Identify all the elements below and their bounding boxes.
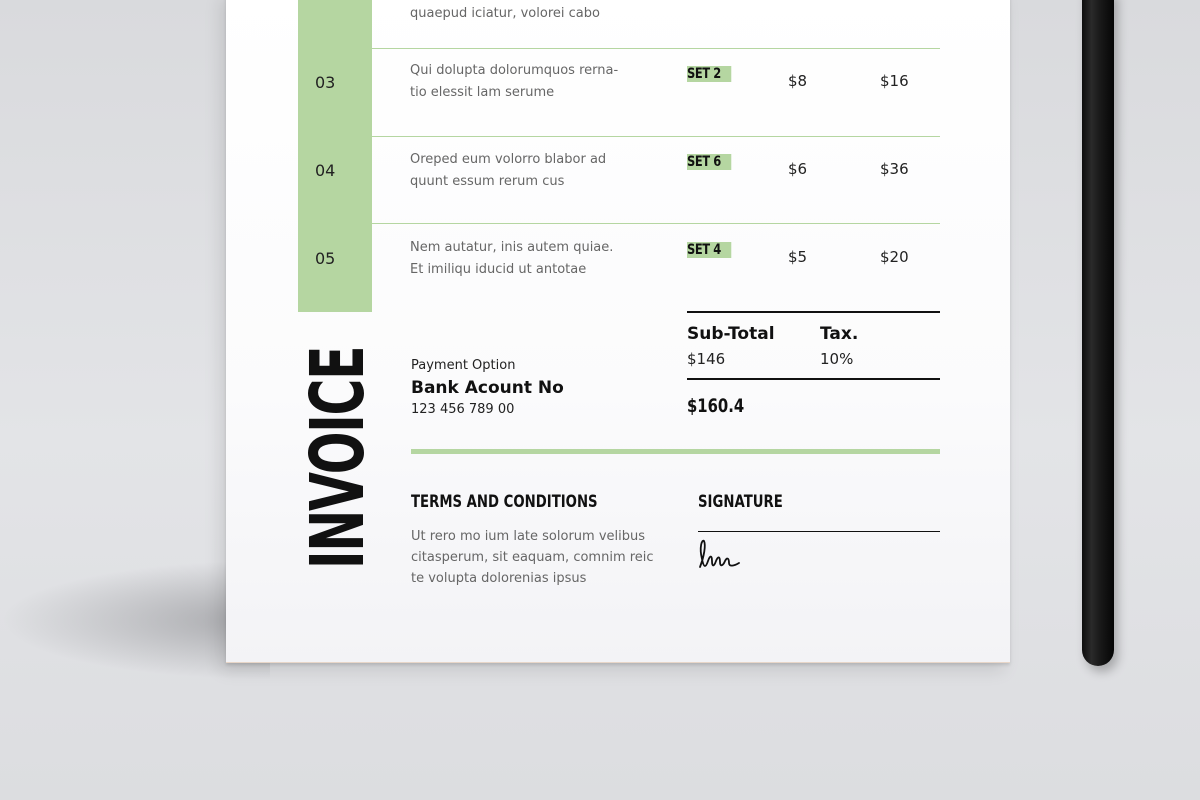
summary-top-rule xyxy=(687,311,940,313)
section-divider xyxy=(411,449,940,454)
terms-title: TERMS AND CONDITIONS xyxy=(411,492,598,512)
payment-option-label: Payment Option xyxy=(411,358,516,373)
handwritten-signature xyxy=(696,537,742,573)
item-number: 03 xyxy=(315,73,336,92)
bank-account-label: Bank Acount No xyxy=(411,378,564,398)
item-description-line1: Qui dolupta dolorumquos rerna- xyxy=(410,63,619,78)
signature-title: SIGNATURE xyxy=(698,492,783,512)
item-description-line2: quaepud iciatur, volorei cabo xyxy=(410,6,600,21)
tax-value: 10% xyxy=(820,350,854,368)
table-row xyxy=(298,60,940,148)
row-divider xyxy=(372,136,940,137)
item-description xyxy=(410,237,650,281)
bank-account-number: 123 456 789 00 xyxy=(411,402,515,417)
subtotal-value: $146 xyxy=(687,350,726,368)
item-number: 04 xyxy=(315,161,336,180)
item-number: 05 xyxy=(315,249,336,268)
item-description-line1: Oreped eum volorro blabor ad xyxy=(410,152,607,167)
item-set-badge: SET 4 xyxy=(687,242,731,258)
invoice-title xyxy=(295,318,381,598)
terms-text xyxy=(411,526,671,589)
tax-label: Tax. xyxy=(820,324,859,344)
signature-line xyxy=(698,531,940,532)
item-description-line2: tio elessit lam serume xyxy=(410,85,555,100)
item-description xyxy=(410,60,650,104)
terms-line: te volupta dolorenias ipsus xyxy=(411,571,587,586)
invoice-page xyxy=(226,0,1010,663)
terms-line: citasperum, sit eaquam, comnim reic xyxy=(411,550,654,565)
item-set-badge: SET 2 xyxy=(687,66,731,82)
item-description-line2: Et imiliqu iducid ut antotae xyxy=(410,262,587,277)
item-price: $8 xyxy=(788,72,808,90)
subtotal-label: Sub-Total xyxy=(687,324,775,344)
item-total: $36 xyxy=(880,160,909,178)
item-description xyxy=(410,149,650,193)
item-total: $16 xyxy=(880,72,909,90)
summary-bottom-rule xyxy=(687,378,940,380)
pencil xyxy=(1082,0,1114,666)
terms-line: Ut rero mo ium late solorum velibus xyxy=(411,529,645,544)
item-price: $5 xyxy=(788,248,808,266)
row-divider xyxy=(372,48,940,49)
item-total: $20 xyxy=(880,248,909,266)
item-price: $6 xyxy=(788,160,808,178)
row-divider xyxy=(372,223,940,224)
invoice-title-text: INVOICE xyxy=(295,346,381,570)
item-set-badge: SET 6 xyxy=(687,154,731,170)
grand-total: $160.4 xyxy=(687,395,745,417)
item-description-line1: Nem autatur, inis autem quiae. xyxy=(410,240,614,255)
item-description-line2: quunt essum rerum cus xyxy=(410,174,565,189)
